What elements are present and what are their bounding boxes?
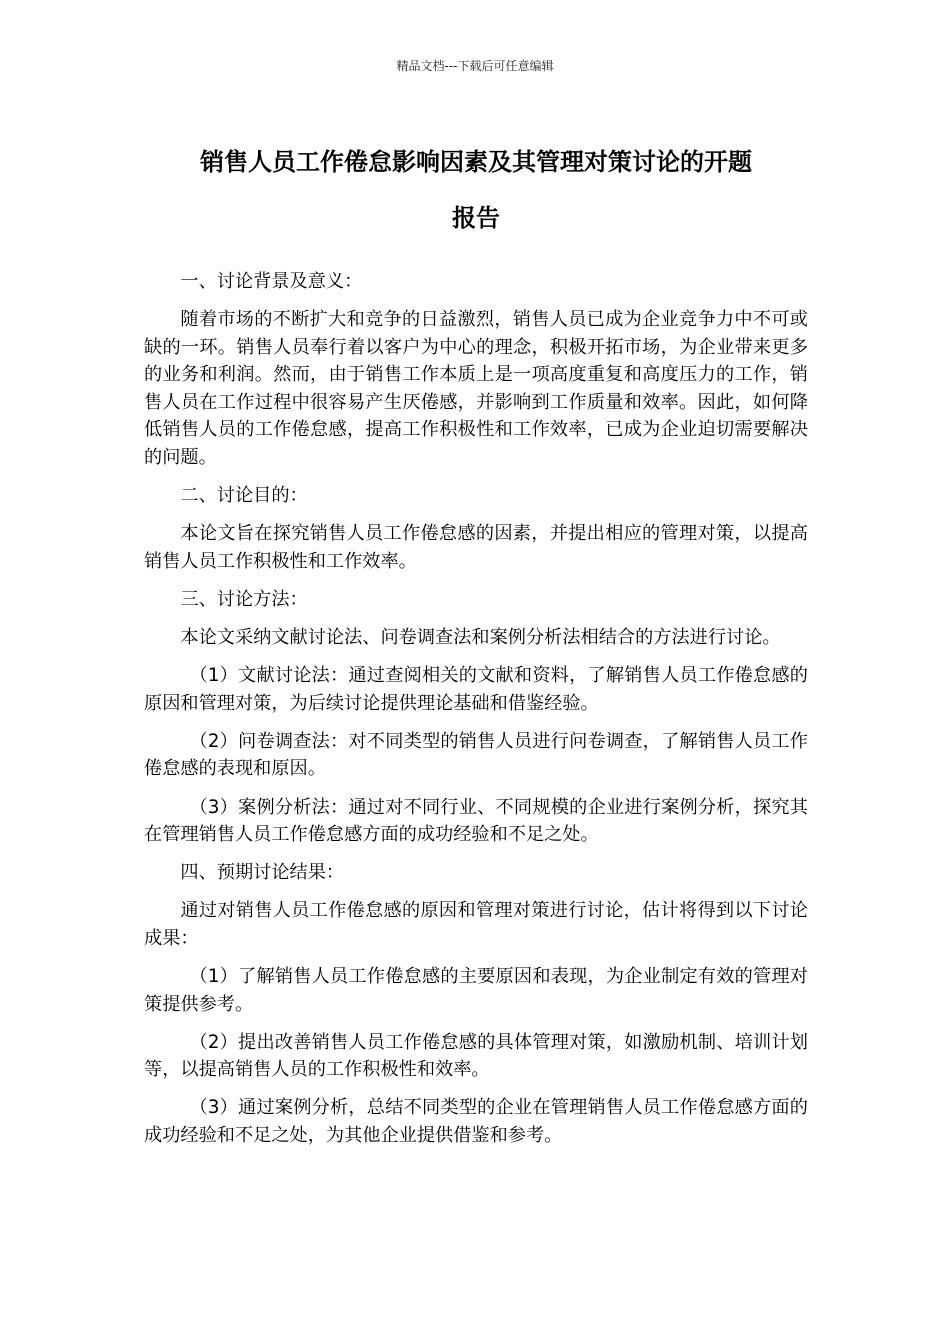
page-header: 精品文档---下载后可任意编辑 [396, 59, 554, 73]
section-heading-purpose: 二、讨论目的： [180, 485, 308, 507]
paragraph-purpose: 本论文旨在探究销售人员工作倦怠感的因素，并提出相应的管理对策，以提高销售人员工作积极性和工作效率。 [144, 523, 808, 572]
result-item-causes: （1）了解销售人员工作倦怠感的主要原因和表现，为企业制定有效的管理对策提供参考。 [144, 965, 808, 1015]
section-heading-method: 三、讨论方法： [180, 588, 308, 610]
paragraph-method: 本论文采纳文献讨论法、问卷调查法和案例分析法相结合的方法进行讨论。 [180, 627, 781, 649]
method-item-case-analysis: （3）案例分析法：通过对不同行业、不同规模的企业进行案例分析，探究其在管理销售人员工作倦怠感方面的成功经验和不足之处。 [144, 796, 808, 846]
method-item-questionnaire: （2）问卷调查法：对不同类型的销售人员进行问卷调查，了解销售人员工作倦怠感的表现和原因。 [144, 730, 808, 780]
document-title-line-1: 销售人员工作倦怠影响因素及其管理对策讨论的开题 [200, 148, 752, 176]
result-item-case-summary: （3）通过案例分析，总结不同类型的企业在管理销售人员工作倦怠感方面的成功经验和不足之处，为其他企业提供借鉴和参考。 [144, 1097, 808, 1146]
document-title [144, 134, 808, 246]
section-heading-expected-results: 四、预期讨论结果： [180, 862, 345, 884]
method-item-literature: （1）文献讨论法：通过查阅相关的文献和资料，了解销售人员工作倦怠感的原因和管理对策，为后续讨论提供理论基础和借鉴经验。 [144, 665, 808, 714]
result-item-countermeasures: （2）提出改善销售人员工作倦怠感的具体管理对策，如激励机制、培训计划等，以提高销售人员的工作积极性和效率。 [144, 1031, 808, 1081]
document-title-line-2: 报告 [452, 204, 500, 232]
paragraph-expected-results: 通过对销售人员工作倦怠感的原因和管理对策进行讨论，估计将得到以下讨论成果： [144, 900, 808, 949]
document-body [144, 268, 808, 1160]
paragraph-background: 随着市场的不断扩大和竞争的日益激烈，销售人员已成为企业竞争力中不可或缺的一环。销售人员奉行着以客户为中心的理念，积极开拓市场，为企业带来更多的业务和利润。然而，由于销售工作本质上是一项高度重复和高度压力的工作，销售人员在工作过程中很容易产生厌倦感，并影响到工作质量和效率。因此，如何降低销售人员的工作倦怠感，提高工作积极性和工作效率，已成为企业迫切需要解决的问题。 [144, 309, 808, 469]
section-heading-background: 一、讨论背景及意义： [180, 271, 363, 292]
